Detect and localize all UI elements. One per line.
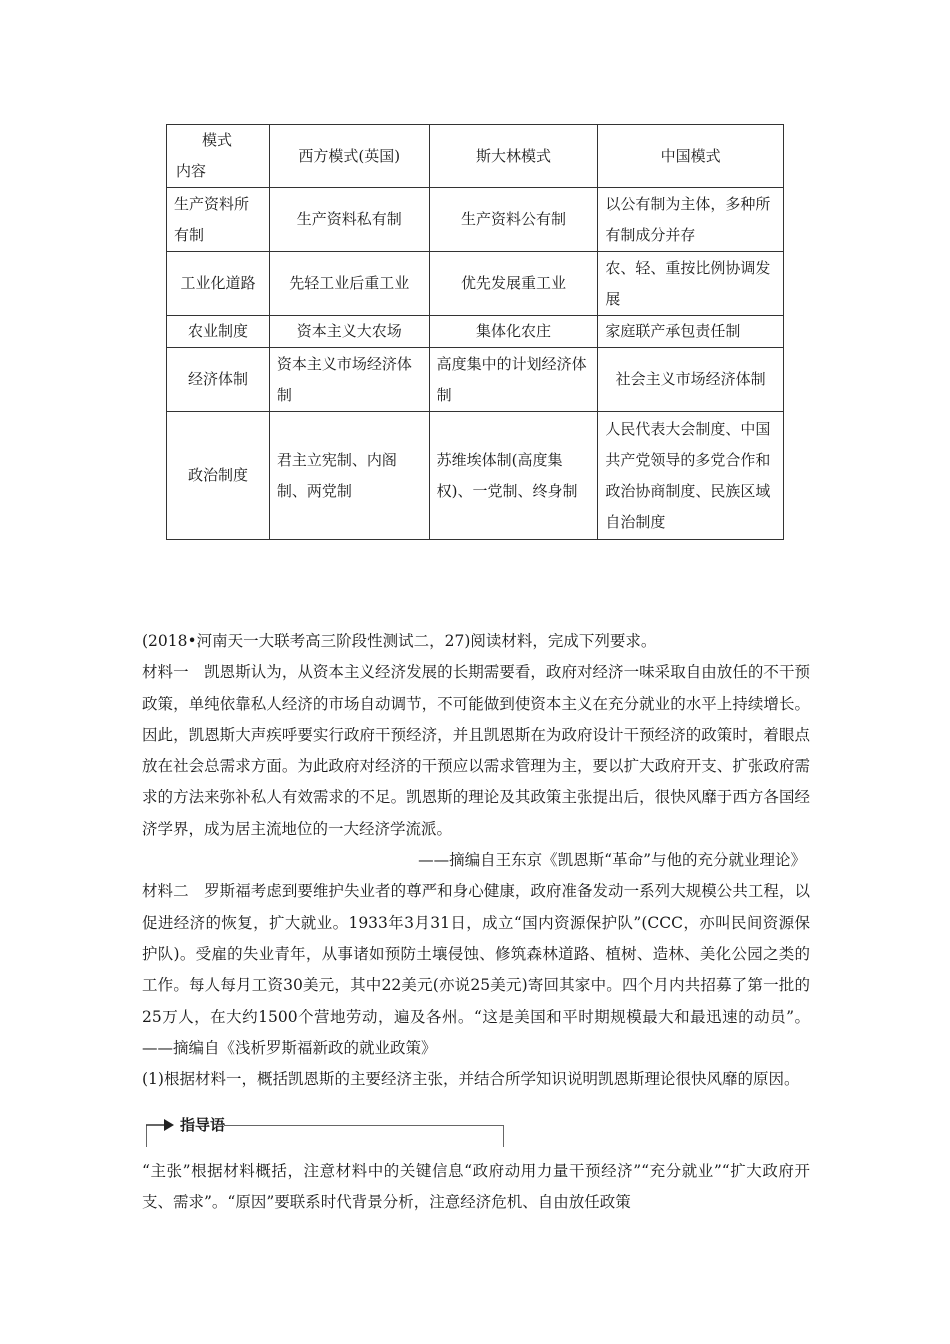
- table-row: [167, 316, 784, 348]
- row-label: 经济体制: [167, 348, 270, 412]
- table-row: [167, 252, 784, 316]
- table-cell: 苏维埃体制(高度集权)、一党制、终身制: [429, 412, 598, 540]
- table-cell: 集体化农庄: [429, 316, 598, 348]
- header-corner-bottom: 内容: [176, 162, 207, 180]
- table-cell: 高度集中的计划经济体制: [429, 348, 598, 412]
- row-label: 生产资料所有制: [167, 188, 270, 252]
- arrow-right-icon: [146, 1117, 174, 1133]
- guide-text: “主张”根据材料概括，注意材料中的关键信息“政府动用力量干预经济”“充分就业”“扩大政府开支、需求”。“原因”要联系时代背景分析，注意经济危机、自由放任政策: [142, 1162, 810, 1212]
- table-cell: 资本主义大农场: [269, 316, 429, 348]
- table-cell: 以公有制为主体，多种所有制成分并存: [598, 188, 784, 252]
- table-cell: 君主立宪制、内阁制、两党制: [269, 412, 429, 540]
- column-header: 西方模式(英国): [269, 125, 429, 188]
- guide-header: [142, 1110, 508, 1148]
- question-block: [142, 626, 810, 1095]
- material-one-source: ——摘编自王东京《凯恩斯“革命”与他的充分就业理论》: [418, 851, 806, 870]
- table-cell: 生产资料公有制: [429, 188, 598, 252]
- sub-question-1: (1)根据材料一，概括凯恩斯的主要经济主张，并结合所学知识说明凯恩斯理论很快风靡的原因。: [142, 1070, 800, 1089]
- guide-bracket-right: [503, 1125, 504, 1147]
- table-cell: 人民代表大会制度、中国共产党领导的多党合作和政治协商制度、民族区域自治制度: [598, 412, 784, 540]
- column-header: 斯大林模式: [429, 125, 598, 188]
- table-cell: 家庭联产承包责任制: [598, 316, 784, 348]
- row-label: 工业化道路: [167, 252, 270, 316]
- table-cell: 社会主义市场经济体制: [598, 348, 784, 412]
- guide-block: [142, 1156, 810, 1219]
- table-cell: 先轻工业后重工业: [269, 252, 429, 316]
- table-row: [167, 188, 784, 252]
- material-two: 材料二 罗斯福考虑到要维护失业者的尊严和身心健康，政府准备发动一系列大规模公共工程，以促进经济的恢复，扩大就业。1933年3月31日，成立“国内资源保护队”(CCC，亦叫民间资源保护队)。受雇的失业青年，从事诸如预防土壤侵蚀、修筑森林道路、植树、造林、美化公园之类的工作。每人每月工资30美元，其中22美元(亦说25美元)寄回其家中。四个月内共招募了第一批的25万人，在大约1500个营地劳动，遍及各州。“这是美国和平时期规模最大和最迅速的动员”。——摘编自《浅析罗斯福新政的就业政策》: [142, 882, 810, 1057]
- table-header-row: [167, 125, 784, 188]
- table-cell: 优先发展重工业: [429, 252, 598, 316]
- row-label: 农业制度: [167, 316, 270, 348]
- row-label: 政治制度: [167, 412, 270, 540]
- header-corner-cell: [167, 125, 270, 188]
- header-corner-top: 模式: [202, 131, 233, 149]
- material-one: 材料一 凯恩斯认为，从资本主义经济发展的长期需要看，政府对经济一味采取自由放任的不干预政策，单纯依靠私人经济的市场自动调节，不可能做到使资本主义在充分就业的水平上持续增长。因此，凯恩斯大声疾呼要实行政府干预经济，并且凯恩斯在为政府设计干预经济的政策时，着眼点放在社会总需求方面。为此政府对经济的干预应以需求管理为主，要以扩大政府开支、扩张政府需求的方法来弥补私人有效需求的不足。凯恩斯的理论及其政策主张提出后，很快风靡于西方各国经济学界，成为居主流地位的一大经济学流派。: [142, 663, 810, 838]
- table-cell: 生产资料私有制: [269, 188, 429, 252]
- table-cell: 资本主义市场经济体制: [269, 348, 429, 412]
- question-source: (2018•河南天一大联考高三阶段性测试二，27)阅读材料，完成下列要求。: [142, 632, 657, 650]
- guide-label: 指导语: [180, 1116, 226, 1134]
- table-row: [167, 412, 784, 540]
- table-row: [167, 348, 784, 412]
- guide-bracket-top: [224, 1125, 503, 1126]
- comparison-table: [166, 124, 784, 540]
- column-header: 中国模式: [598, 125, 784, 188]
- table-cell: 农、轻、重按比例协调发展: [598, 252, 784, 316]
